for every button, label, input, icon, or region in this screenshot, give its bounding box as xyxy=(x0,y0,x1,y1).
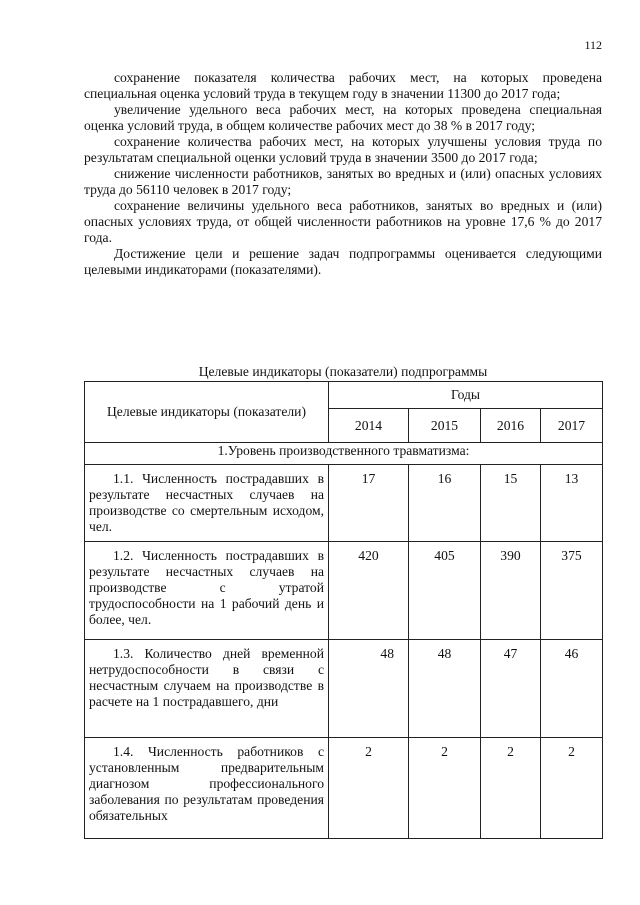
header-year-2017: 2017 xyxy=(541,409,603,443)
section-title: 1.Уровень производственного травматизма: xyxy=(85,443,603,465)
paragraph: сохранение показателя количества рабочих мест, на которых проведена специальная оценка условий труда в текущем году в значении 11300 до 2017 года; xyxy=(84,70,602,101)
indicator-name-text: 1.1. Численность пострадавших в результате несчастных случаев на производстве со смертельным исходом, чел. xyxy=(89,471,324,534)
table-row xyxy=(85,542,603,640)
indicator-value: 2 xyxy=(329,738,409,839)
indicator-value: 2 xyxy=(481,738,541,839)
indicator-name-text: 1.3. Количество дней временной нетрудоспособности в связи с несчастным случаем на производстве в расчете на 1 пострадавшего, дни xyxy=(89,646,324,709)
indicator-value: 390 xyxy=(481,542,541,640)
indicator-value: 16 xyxy=(409,465,481,542)
indicator-name xyxy=(85,465,329,542)
body-text xyxy=(84,70,602,278)
header-year-2016: 2016 xyxy=(481,409,541,443)
indicator-value: 15 xyxy=(481,465,541,542)
table-row xyxy=(85,640,603,738)
indicator-value: 48 xyxy=(329,640,409,738)
header-years-label: Годы xyxy=(329,382,603,409)
indicator-name xyxy=(85,640,329,738)
indicator-value: 2 xyxy=(409,738,481,839)
indicator-value: 46 xyxy=(541,640,603,738)
indicators-table xyxy=(84,381,603,839)
indicator-value: 47 xyxy=(481,640,541,738)
paragraph: сохранение количества рабочих мест, на которых улучшены условия труда по результатам специальной оценки условий труда в значении 3500 до 2017 года; xyxy=(84,134,602,165)
table-section-row xyxy=(85,443,603,465)
indicator-name xyxy=(85,542,329,640)
indicator-name xyxy=(85,738,329,839)
indicator-value: 48 xyxy=(409,640,481,738)
header-year-2015: 2015 xyxy=(409,409,481,443)
header-indicators-label: Целевые индикаторы (показатели) xyxy=(85,382,329,443)
table-row xyxy=(85,465,603,542)
page-number: 112 xyxy=(584,38,602,52)
indicator-value: 375 xyxy=(541,542,603,640)
indicator-value: 420 xyxy=(329,542,409,640)
indicator-value: 13 xyxy=(541,465,603,542)
indicator-value: 17 xyxy=(329,465,409,542)
table-header-row xyxy=(85,382,603,409)
paragraph: сохранение величины удельного веса работников, занятых во вредных и (или) опасных условиях труда, от общей численности работников на уровне 17,6 % до 2017 года. xyxy=(84,198,602,245)
indicator-name-text: 1.4. Численность работников с установленным предварительным диагнозом профессионального заболевания по результатам проведения обязательных xyxy=(89,744,324,823)
paragraph: Достижение цели и решение задач подпрограммы оценивается следующими целевыми индикаторами (показателями). xyxy=(84,246,602,277)
indicator-name-text: 1.2. Численность пострадавших в результате несчастных случаев на производстве с утратой трудоспособности на 1 рабочий день и более, чел. xyxy=(89,548,324,627)
paragraph: увеличение удельного веса рабочих мест, на которых проведена специальная оценка условий труда, в общем количестве рабочих мест до 38 % в 2017 году; xyxy=(84,102,602,133)
paragraph: снижение численности работников, занятых во вредных и (или) опасных условиях труда до 56110 человек в 2017 году; xyxy=(84,166,602,197)
table-caption: Целевые индикаторы (показатели) подпрограммы xyxy=(198,364,488,379)
indicator-value: 405 xyxy=(409,542,481,640)
table-row xyxy=(85,738,603,839)
header-year-2014: 2014 xyxy=(329,409,409,443)
indicator-value: 2 xyxy=(541,738,603,839)
